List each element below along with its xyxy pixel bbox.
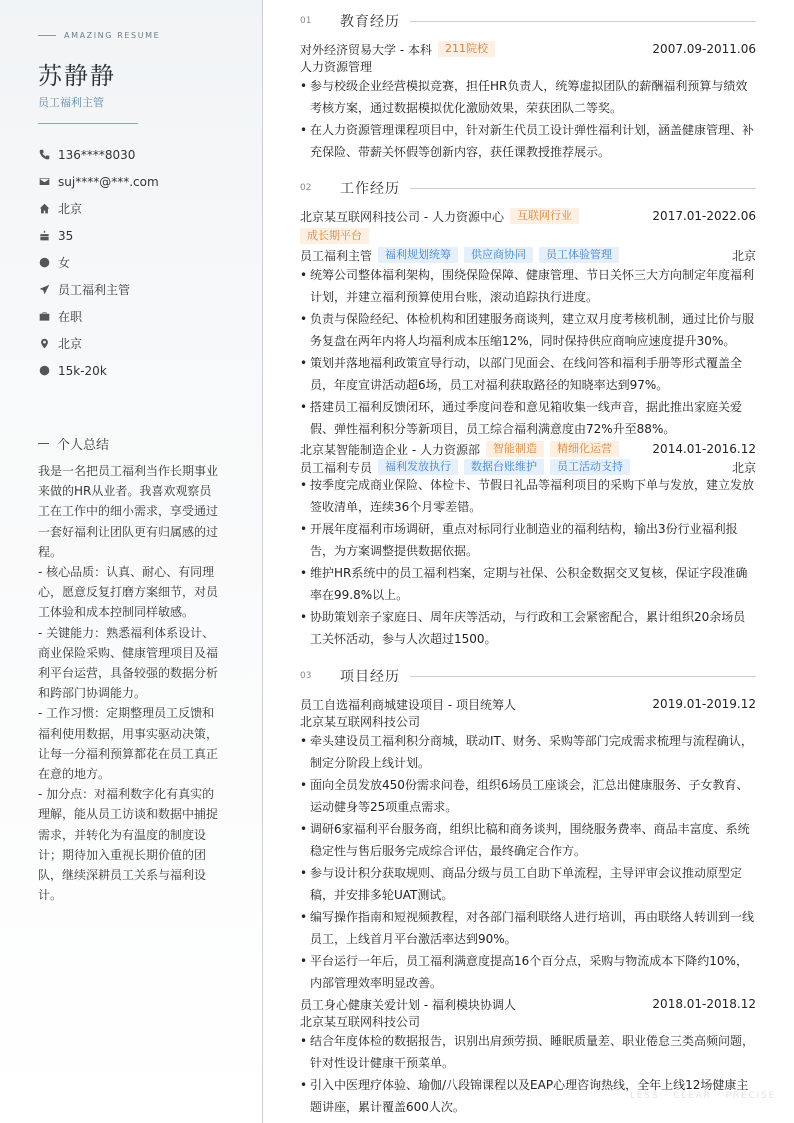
section-rule (410, 21, 756, 22)
info-phone (38, 141, 159, 168)
sidebar-divider (38, 123, 138, 124)
list-item: • 策划并落地福利政策宣导行动，以部门见面会、在线问答和福利手册等形式覆盖全员，年度宣讲活动超6场，员工对福利获取路径的知晓率达到97%。 (300, 353, 756, 396)
project-bullets (300, 731, 756, 994)
send-icon (38, 284, 50, 296)
position-text: 员工福利主管 (58, 283, 131, 297)
age-text: 35 (58, 228, 74, 243)
project-org: 北京某互联网科技公司 (300, 1015, 421, 1029)
section-projects (300, 666, 756, 686)
project-org: 北京某互联网科技公司 (300, 715, 421, 729)
education-date: 2007.09-2011.06 (652, 42, 756, 56)
info-status (38, 303, 159, 330)
tagline-dash (38, 35, 56, 36)
job-bullets (300, 475, 756, 650)
job-role: 员工福利专员 (300, 460, 373, 475)
list-item: • 引入中医理疗体验、瑜伽/八段锦课程以及EAP心理咨询热线，全年上线12场健康主题讲座，累计覆盖600人次。 (300, 1075, 756, 1118)
industry-tag: 互联网行业 (510, 208, 579, 224)
education-entry (300, 39, 756, 164)
briefcase-icon (38, 311, 50, 323)
info-email (38, 168, 159, 195)
info-salary (38, 357, 159, 384)
industry-tag: 智能制造 (486, 441, 544, 457)
phone-icon (38, 149, 50, 161)
industry-tag: 成长期平台 (300, 228, 369, 244)
job-header (300, 206, 756, 226)
list-item: • 参与校级企业经营模拟竞赛，担任HR负责人，统筹虚拟团队的薪酬福利预算与绩效考核方案，通过数据模拟优化激励效果，荣获团队二等奖。 (300, 76, 756, 119)
cake-icon (38, 230, 50, 242)
job-city: 北京 (731, 248, 756, 263)
list-item: • 搭建员工福利反馈闭环，通过季度问卷和意见箱收集一线声音，据此推出家庭关爱假、弹性福利积分等新项目，员工综合福利满意度由72%升至88%。 (300, 397, 756, 440)
summary-bonus: - 加分点：对福利数字化有真实的理解，能从员工访谈和数据中捕捉需求，并转化为有温度的制度设计；期待加入重视长期价值的团队，继续深耕员工关系与福利设计。 (38, 787, 219, 903)
info-position (38, 276, 159, 303)
list-item: • 编写操作指南和短视频教程，对各部门福利联络人进行培训，再由联络人转训到一线员工，上线首月平台激活率达到90%。 (300, 907, 756, 950)
major: 人力资源管理 (300, 60, 373, 74)
sidebar (0, 0, 263, 1123)
section-rule (410, 676, 756, 677)
skill-tag: 福利发放执行 (378, 459, 458, 475)
job-entry (300, 439, 756, 651)
job-role: 员工福利主管 (300, 248, 373, 263)
list-item: • 结合年度体检的数据报告，识别出肩颈劳损、睡眠质量差、职业倦怠三类高频问题，针对性设计健康干预菜单。 (300, 1031, 756, 1074)
home-icon (38, 203, 50, 215)
summary-dash (38, 443, 49, 444)
location-pin-icon (38, 338, 50, 350)
gender-text: 女 (58, 256, 71, 270)
section-title: 工作经历 (340, 181, 400, 197)
section-number: 01 (300, 16, 312, 26)
project-name: 员工身心健康关爱计划 - 福利模块协调人 (300, 997, 516, 1012)
job-date: 2014.01-2016.12 (652, 442, 756, 456)
home-city-text: 北京 (58, 202, 83, 216)
job-header (300, 439, 756, 459)
section-number: 03 (300, 671, 312, 681)
section-title: 项目经历 (340, 669, 400, 685)
watermark: LESS · CLEAR · PRECISE (630, 1091, 776, 1101)
section-number: 02 (300, 183, 312, 193)
contact-info (38, 141, 159, 384)
summary-intro: 我是一名把员工福利当作长期事业来做的HR从业者。我喜欢观察员工在工作中的细小需求，享受通过一套好福利让团队更有归属感的过程。 (38, 464, 219, 559)
list-item: • 调研6家福利平台服务商，组织比稿和商务谈判，围绕服务费率、商品丰富度、系统稳定性与售后服务完成综合评估，最终确定合作方。 (300, 819, 756, 862)
project-entry (300, 694, 756, 995)
skill-tag: 数据台账维护 (464, 459, 544, 475)
info-home (38, 195, 159, 222)
job-bullets (300, 265, 756, 440)
summary-body (38, 461, 222, 905)
project-date: 2018.01-2018.12 (652, 997, 756, 1011)
list-item: • 统筹公司整体福利架构，围绕保险保障、健康管理、节日关怀三大方向制定年度福利计划，并建立福利预算使用台账，滚动追踪执行进度。 (300, 265, 756, 308)
tagline-text: AMAZING RESUME (64, 31, 161, 40)
gender-icon (38, 257, 50, 269)
company-name: 北京某智能制造企业 - 人力资源部 (300, 442, 480, 457)
job-role-row (300, 245, 756, 265)
mail-icon (38, 176, 50, 188)
job-role-row (300, 459, 756, 475)
school-name: 对外经济贸易大学 - 本科 (300, 42, 432, 57)
summary-habits: - 工作习惯：定期整理员工反馈和福利使用数据，用事实驱动决策，让每一分福利预算都花在员工真正在意的地方。 (38, 706, 219, 782)
list-item: • 面向全员发放450份需求问卷，组织6场员工座谈会，汇总出健康服务、子女教育、运动健身等25项重点需求。 (300, 775, 756, 818)
school-tag: 211院校 (438, 41, 495, 57)
summary-qualities: - 核心品质：认真、耐心、有同理心，愿意反复打磨方案细节，对员工体验和成本控制同样敏感。 (38, 565, 219, 620)
project-header (300, 994, 756, 1014)
candidate-title: 员工福利主管 (38, 96, 104, 109)
list-item: • 负责与保险经纪、体检机构和团建服务商谈判，建立双月度考核机制，通过比价与服务复盘在两年内将人均福利成本压缩12%，同时保持供应商响应速度提升30%。 (300, 309, 756, 352)
project-date: 2019.01-2019.12 (652, 697, 756, 711)
skill-tag: 员工活动支持 (550, 459, 630, 475)
salary-icon (38, 365, 50, 377)
summary-title: 个人总结 (57, 438, 110, 453)
project-name: 员工自选福利商城建设项目 - 项目统筹人 (300, 697, 516, 712)
list-item: • 牵头建设员工福利积分商城，联动IT、财务、采购等部门完成需求梳理与流程确认，制定分阶段上线计划。 (300, 731, 756, 774)
candidate-name: 苏静静 (38, 62, 116, 90)
list-item: • 平台运行一年后，员工福利满意度提高16个百分点，采购与物流成本下降约10%，内部管理效率明显改善。 (300, 951, 756, 994)
summary-heading (38, 434, 109, 453)
job-date: 2017.01-2022.06 (652, 209, 756, 223)
education-bullets (300, 76, 756, 163)
list-item: • 协助策划亲子家庭日、周年庆等活动，与行政和工会紧密配合，累计组织20余场员工关怀活动，参与人次超过1500。 (300, 607, 756, 650)
summary-abilities: - 关键能力：熟悉福利体系设计、商业保险采购、健康管理项目及福利平台运营，具备较强的数据分析和跨部门协调能力。 (38, 625, 219, 701)
list-item: • 参与设计积分获取规则、商品分级与员工自助下单流程，主导评审会议推动原型定稿，并安排多轮UAT测试。 (300, 863, 756, 906)
project-header (300, 694, 756, 714)
company-name: 北京某互联网科技公司 - 人力资源中心 (300, 209, 504, 224)
job-city: 北京 (731, 460, 756, 475)
phone-text: 136****8030 (58, 147, 136, 162)
resume-tagline (38, 31, 160, 40)
job-tag-row (300, 226, 756, 245)
list-item: • 维护HR系统中的员工福利档案，定期与社保、公积金数据交叉复核，保证字段准确率在99.8%以上。 (300, 563, 756, 606)
section-work (300, 178, 756, 198)
list-item: • 按季度完成商业保险、体检卡、节假日礼品等福利项目的采购下单与发放，建立发放签收清单，连续36个月零差错。 (300, 475, 756, 518)
section-education (300, 11, 756, 31)
email-text: suj****@***.com (58, 174, 159, 189)
info-location (38, 330, 159, 357)
status-text: 在职 (58, 310, 83, 324)
list-item: • 在人力资源管理课程项目中，针对新生代员工设计弹性福利计划，涵盖健康管理、补充保险、带薪关怀假等创新内容，获任课教授推荐展示。 (300, 120, 756, 163)
education-header (300, 39, 756, 59)
location-text: 北京 (58, 337, 83, 351)
project-bullets (300, 1031, 756, 1118)
skill-tag: 员工体验管理 (539, 247, 619, 263)
info-age (38, 222, 159, 249)
list-item: • 开展年度福利市场调研，重点对标同行业制造业的福利结构，输出3份行业福利报告，为方案调整提供数据依据。 (300, 519, 756, 562)
salary-text: 15k-20k (58, 363, 107, 378)
skill-tag: 供应商协同 (464, 247, 533, 263)
industry-tag: 精细化运营 (550, 441, 619, 457)
info-gender (38, 249, 159, 276)
section-title: 教育经历 (340, 14, 400, 30)
section-rule (410, 188, 756, 189)
job-entry (300, 206, 756, 441)
skill-tag: 福利规划统筹 (378, 247, 458, 263)
